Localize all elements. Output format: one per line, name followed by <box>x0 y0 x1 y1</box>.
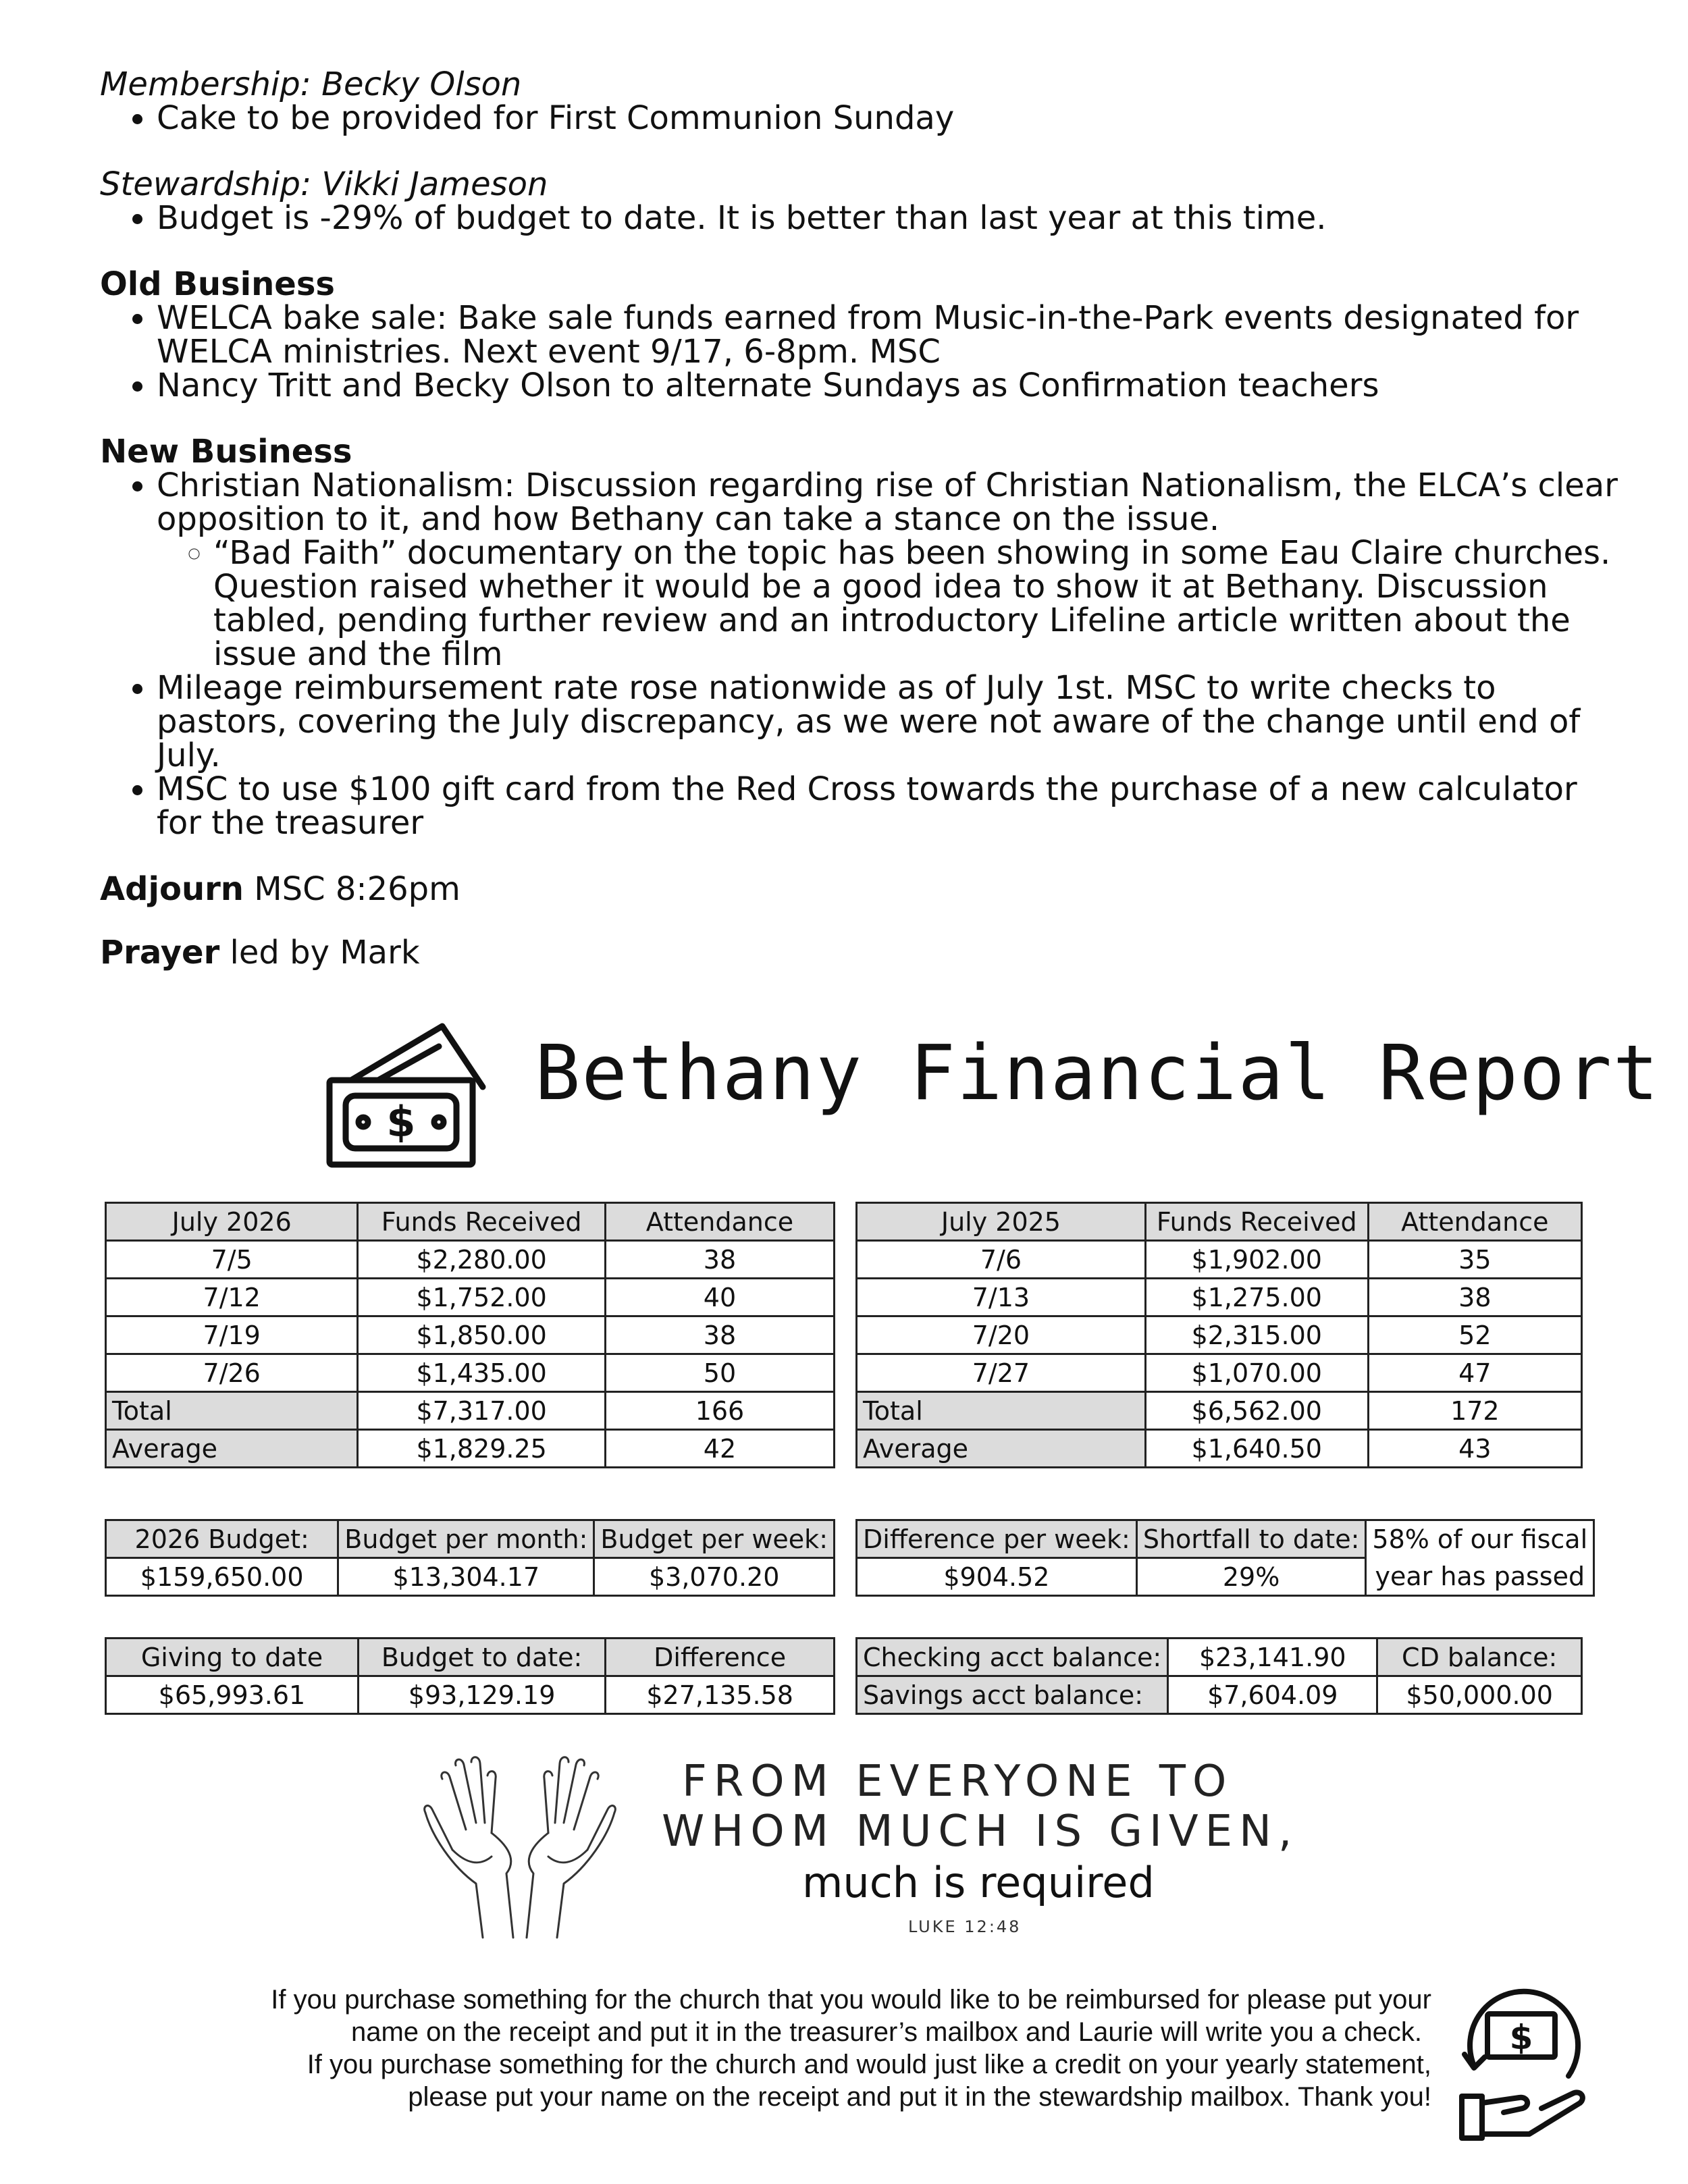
table-header-row <box>106 1203 835 1241</box>
table-cell: $2,280.00 <box>358 1241 606 1279</box>
table-cell: $1,070.00 <box>1145 1354 1368 1392</box>
table-cell: 7/13 <box>857 1279 1146 1316</box>
svg-text:$: $ <box>386 1097 416 1146</box>
july-2026-table <box>105 1202 835 1468</box>
table-header-cell: Attendance <box>1368 1203 1581 1241</box>
table-cell: $1,850.00 <box>358 1316 606 1354</box>
note-line: name on the receipt and put it in the treasurer’s mailbox and Laurie will write you a check. <box>350 2017 1422 2047</box>
shortfall-table <box>855 1519 1595 1597</box>
july-2025-table <box>855 1202 1583 1468</box>
list-item: • MSC to use $100 gift card from the Red Cross towards the purchase of a new calculator for the treasurer <box>157 772 1619 840</box>
table-cell: 7/26 <box>106 1354 358 1392</box>
table-cell: $1,752.00 <box>358 1279 606 1316</box>
table-cell: 43 <box>1368 1430 1581 1468</box>
adjourn-line: Adjourn MSC 8:26pm <box>100 870 460 908</box>
table-row <box>106 1241 835 1279</box>
table-header-row <box>857 1203 1582 1241</box>
membership-heading: Membership: Becky Olson <box>100 65 522 103</box>
table-row <box>106 1316 835 1354</box>
table-row <box>857 1279 1582 1316</box>
new-business-heading: New Business <box>100 433 352 471</box>
table-cell: $6,562.00 <box>1145 1392 1368 1430</box>
table-cell: 29% <box>1136 1558 1366 1596</box>
table-cell: $1,829.25 <box>358 1430 606 1468</box>
list-item: • Nancy Tritt and Becky Olson to alternate Sundays as Confirmation teachers <box>157 369 1619 402</box>
table-header-cell: Attendance <box>605 1203 834 1241</box>
table-cell: 40 <box>605 1279 834 1316</box>
table-cell: Average <box>106 1430 358 1468</box>
table-header-cell: July 2025 <box>857 1203 1146 1241</box>
table-cell: $1,640.50 <box>1145 1430 1368 1468</box>
table-cell: $23,141.90 <box>1168 1639 1377 1676</box>
open-hands-icon <box>412 1749 628 1944</box>
table-cell: $27,135.58 <box>606 1676 835 1714</box>
table-row <box>106 1676 835 1714</box>
money-bill-icon <box>324 1016 493 1171</box>
table-header-cell: 2026 Budget: <box>106 1520 338 1558</box>
note-line: please put your name on the receipt and put it in the stewardship mailbox. Thank you! <box>408 2082 1431 2112</box>
table-cell: 7/27 <box>857 1354 1146 1392</box>
table-cell: 7/20 <box>857 1316 1146 1354</box>
table-row <box>857 1241 1582 1279</box>
old-business-heading: Old Business <box>100 265 335 303</box>
fiscal-year-note: year has passed <box>1366 1558 1594 1596</box>
table-cell: $904.52 <box>857 1558 1137 1596</box>
table-cell: $3,070.20 <box>594 1558 835 1596</box>
fiscal-year-note: 58% of our fiscal <box>1366 1520 1594 1558</box>
verse-line-1: FROM EVERYONE TO <box>682 1757 1234 1807</box>
table-cell: $1,435.00 <box>358 1354 606 1392</box>
old-business-list <box>100 301 1619 402</box>
table-row <box>857 1676 1582 1714</box>
table-cell: $13,304.17 <box>338 1558 594 1596</box>
table-cell: $7,604.09 <box>1168 1676 1377 1714</box>
list-item: • Budget is -29% of budget to date. It is better than last year at this time. <box>157 201 1619 235</box>
verse-reference: LUKE 12:48 <box>908 1917 1022 1936</box>
list-item: • Mileage reimbursement rate rose nationwide as of July 1st. MSC to write checks to pastors, covering the July discrepancy, as we were not aware of the change until end of July. <box>157 671 1619 772</box>
financial-report-header <box>324 1016 1660 1171</box>
stewardship-list <box>100 201 1619 235</box>
table-row <box>106 1354 835 1392</box>
verse-line-2: WHOM MUCH IS GIVEN, <box>662 1807 1299 1857</box>
table-header-cell: Budget to date: <box>358 1639 605 1676</box>
table-cell: CD balance: <box>1377 1639 1582 1676</box>
average-row <box>106 1430 835 1468</box>
svg-text:$: $ <box>1509 2018 1533 2057</box>
table-cell: Total <box>857 1392 1146 1430</box>
table-cell: $1,902.00 <box>1145 1241 1368 1279</box>
table-cell: 172 <box>1368 1392 1581 1430</box>
giving-table <box>105 1637 835 1715</box>
table-header-cell: Funds Received <box>358 1203 606 1241</box>
table-cell: 7/19 <box>106 1316 358 1354</box>
table-header-cell: July 2026 <box>106 1203 358 1241</box>
table-cell: $65,993.61 <box>106 1676 359 1714</box>
table-cell: Average <box>857 1430 1146 1468</box>
list-item: • Cake to be provided for First Communion Sunday <box>157 101 1619 135</box>
table-cell: $7,317.00 <box>358 1392 606 1430</box>
table-header-cell: Shortfall to date: <box>1136 1520 1366 1558</box>
table-header-row <box>857 1520 1594 1558</box>
table-row <box>857 1316 1582 1354</box>
report-title: Bethany Financial Report <box>535 1030 1660 1117</box>
total-row <box>106 1392 835 1430</box>
table-cell: 7/6 <box>857 1241 1146 1279</box>
budget-table <box>105 1519 835 1597</box>
table-header-row <box>106 1639 835 1676</box>
table-cell: $2,315.00 <box>1145 1316 1368 1354</box>
table-cell: 52 <box>1368 1316 1581 1354</box>
sub-list <box>157 536 1619 671</box>
list-item: • WELCA bake sale: Bake sale funds earned from Music-in-the-Park events designated for WELCA ministries. Next event 9/17, 6-8pm. MSC <box>157 301 1619 369</box>
table-cell: 50 <box>605 1354 834 1392</box>
note-line: If you purchase something for the church and would just like a credit on your yearly statement, <box>307 2050 1431 2079</box>
table-header-cell: Funds Received <box>1145 1203 1368 1241</box>
new-business-list <box>100 469 1619 840</box>
balances-table <box>855 1637 1583 1715</box>
table-cell: Savings acct balance: <box>857 1676 1168 1714</box>
table-row <box>857 1558 1594 1596</box>
table-cell: 47 <box>1368 1354 1581 1392</box>
note-line: If you purchase something for the church that you would like to be reimbursed for please put your <box>271 1985 1431 2015</box>
table-cell: 38 <box>605 1316 834 1354</box>
table-row <box>106 1279 835 1316</box>
table-cell: 166 <box>605 1392 834 1430</box>
table-cell: $159,650.00 <box>106 1558 338 1596</box>
table-cell: 35 <box>1368 1241 1581 1279</box>
table-row <box>857 1639 1582 1676</box>
table-cell: 38 <box>1368 1279 1581 1316</box>
meeting-minutes <box>100 65 1619 971</box>
verse-line-3: much is required <box>802 1858 1155 1907</box>
table-header-cell: Difference <box>606 1639 835 1676</box>
table-header-cell: Budget per month: <box>338 1520 594 1558</box>
table-cell: $50,000.00 <box>1377 1676 1582 1714</box>
sub-list-item: ◦ “Bad Faith” documentary on the topic has been showing in some Eau Claire churches. Question raised whether it would be a good idea to show it at Bethany. Discussion tabled, pending further review and an introductory Lifeline article written about the issue and the film <box>213 536 1619 671</box>
table-row <box>857 1354 1582 1392</box>
table-cell: 38 <box>605 1241 834 1279</box>
table-cell: $93,129.19 <box>358 1676 605 1714</box>
table-cell: 42 <box>605 1430 834 1468</box>
hand-dollar-icon <box>1455 1981 1590 2143</box>
table-cell: 7/5 <box>106 1241 358 1279</box>
table-header-row <box>106 1520 835 1558</box>
list-item: • Christian Nationalism: Discussion regarding rise of Christian Nationalism, the ELCA’s clear opposition to it, and how Bethany can take a stance on the issue. ◦ “Bad Faith” documentary on the topic has been showing in some Eau Claire churches. Question raised whether it would be a good idea to show it at Bethany. Discussion tabled, pending further review and an introductory Lifeline article written about the issue and the film <box>157 469 1619 671</box>
table-cell: Checking acct balance: <box>857 1639 1168 1676</box>
stewardship-heading: Stewardship: Vikki Jameson <box>100 165 548 203</box>
table-cell: Total <box>106 1392 358 1430</box>
reimbursement-note <box>108 1983 1431 2113</box>
table-header-cell: Giving to date <box>106 1639 359 1676</box>
table-row <box>106 1558 835 1596</box>
table-header-cell: Budget per week: <box>594 1520 835 1558</box>
membership-list <box>100 101 1619 135</box>
table-cell: $1,275.00 <box>1145 1279 1368 1316</box>
average-row <box>857 1430 1582 1468</box>
table-cell: 7/12 <box>106 1279 358 1316</box>
prayer-line: Prayer led by Mark <box>100 934 420 971</box>
table-header-cell: Difference per week: <box>857 1520 1137 1558</box>
total-row <box>857 1392 1582 1430</box>
